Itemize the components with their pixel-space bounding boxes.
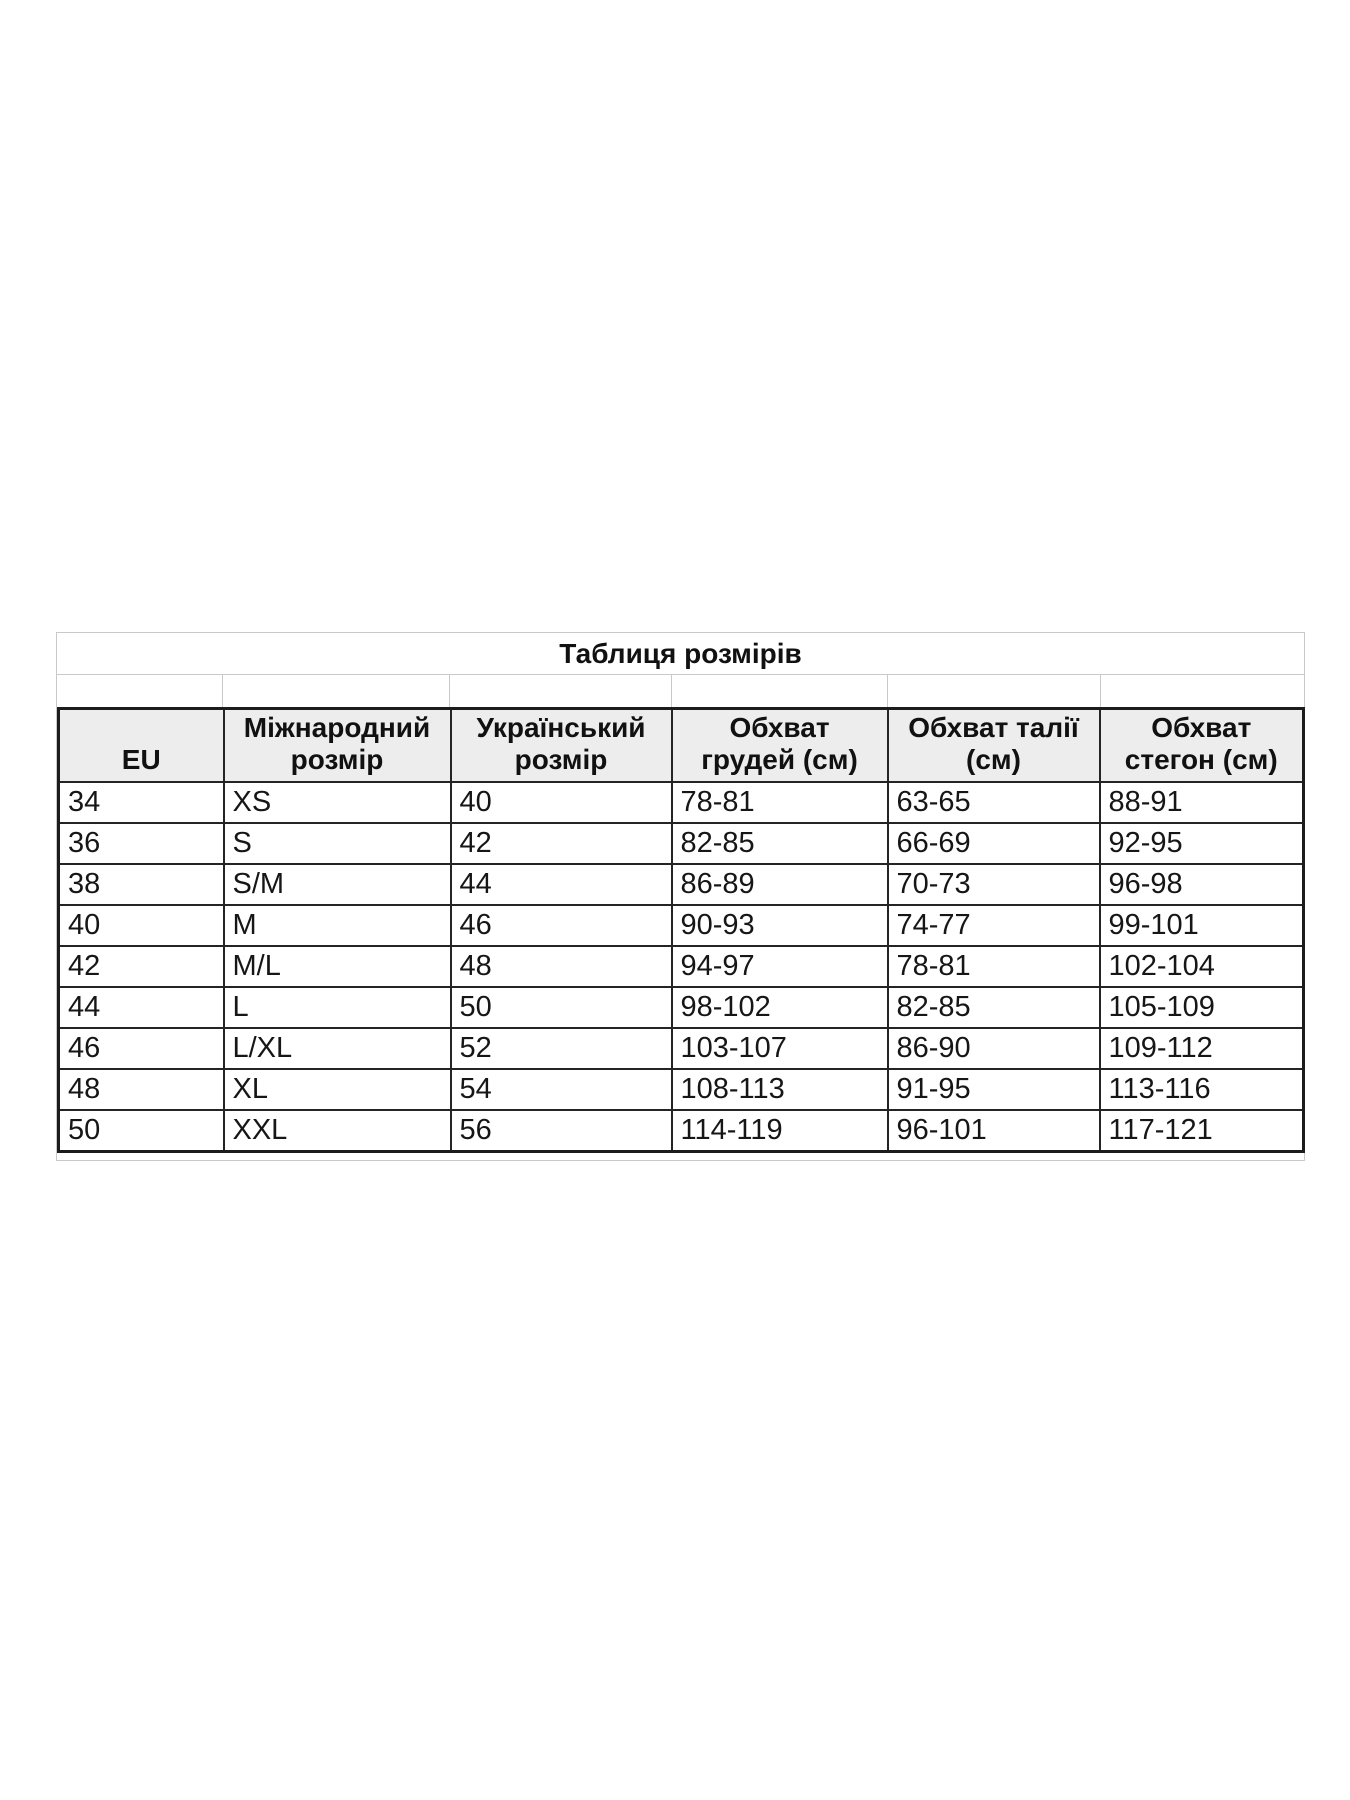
table-cell: 70-73 — [888, 864, 1100, 905]
table-cell: 40 — [59, 905, 224, 946]
size-chart — [56, 632, 1305, 1161]
table-cell: 108-113 — [672, 1069, 888, 1110]
table-cell: 34 — [59, 782, 224, 823]
table-cell: 44 — [451, 864, 672, 905]
table-cell: 36 — [59, 823, 224, 864]
table-cell: L — [224, 987, 451, 1028]
table-cell: 105-109 — [1100, 987, 1304, 1028]
table-row — [59, 864, 1304, 905]
table-cell: 44 — [59, 987, 224, 1028]
table-row — [59, 1110, 1304, 1152]
table-row — [59, 782, 1304, 823]
table-cell: L/XL — [224, 1028, 451, 1069]
table-cell: 50 — [451, 987, 672, 1028]
table-cell: 86-89 — [672, 864, 888, 905]
header-line: Обхват — [729, 712, 830, 743]
column-header-waist — [888, 709, 1100, 783]
table-cell: M — [224, 905, 451, 946]
table-cell: 98-102 — [672, 987, 888, 1028]
table-cell: 38 — [59, 864, 224, 905]
table-cell: 63-65 — [888, 782, 1100, 823]
table-row — [59, 946, 1304, 987]
header-line: грудей (см) — [701, 744, 858, 775]
table-cell: 96-98 — [1100, 864, 1304, 905]
header-line: (см) — [966, 744, 1021, 775]
spacer-row — [57, 675, 1304, 707]
header-line: Обхват — [1151, 712, 1252, 743]
header-line: стегон (см) — [1124, 744, 1278, 775]
header-line: розмір — [514, 744, 608, 775]
table-cell: 66-69 — [888, 823, 1100, 864]
table-cell: 78-81 — [672, 782, 888, 823]
table-cell: 90-93 — [672, 905, 888, 946]
header-row — [59, 709, 1304, 783]
column-header-hips — [1100, 709, 1304, 783]
table-cell: 94-97 — [672, 946, 888, 987]
table-cell: 86-90 — [888, 1028, 1100, 1069]
table-cell: 46 — [59, 1028, 224, 1069]
table-cell: 78-81 — [888, 946, 1100, 987]
table-cell: 114-119 — [672, 1110, 888, 1152]
header-line: Обхват талії — [908, 712, 1079, 743]
table-cell: XS — [224, 782, 451, 823]
table-cell: 91-95 — [888, 1069, 1100, 1110]
table-row — [59, 823, 1304, 864]
header-line: Український — [476, 712, 646, 743]
header-line: розмір — [290, 744, 384, 775]
table-cell: 52 — [451, 1028, 672, 1069]
table-row — [59, 1069, 1304, 1110]
table-row — [59, 987, 1304, 1028]
table-cell: 99-101 — [1100, 905, 1304, 946]
table-cell: 42 — [451, 823, 672, 864]
table-cell: 48 — [59, 1069, 224, 1110]
column-header-international-size — [224, 709, 451, 783]
table-cell: S/M — [224, 864, 451, 905]
table-cell: 103-107 — [672, 1028, 888, 1069]
table-title: Таблиця розмірів — [57, 633, 1304, 675]
table-cell: S — [224, 823, 451, 864]
table-cell: 56 — [451, 1110, 672, 1152]
spacer-cell — [57, 675, 223, 707]
table-cell: 82-85 — [888, 987, 1100, 1028]
spacer-cell — [450, 675, 671, 707]
spacer-cell — [888, 675, 1100, 707]
table-cell: 82-85 — [672, 823, 888, 864]
table-cell: 40 — [451, 782, 672, 823]
table-cell: XXL — [224, 1110, 451, 1152]
table-cell: 109-112 — [1100, 1028, 1304, 1069]
spacer-cell — [223, 675, 450, 707]
table-cell: 102-104 — [1100, 946, 1304, 987]
table-cell: 92-95 — [1100, 823, 1304, 864]
column-header-ukrainian-size — [451, 709, 672, 783]
table-cell: 113-116 — [1100, 1069, 1304, 1110]
table-row — [59, 1028, 1304, 1069]
column-header-chest — [672, 709, 888, 783]
table-cell: 88-91 — [1100, 782, 1304, 823]
table-cell: 46 — [451, 905, 672, 946]
spacer-cell — [672, 675, 888, 707]
table-cell: 54 — [451, 1069, 672, 1110]
column-header-eu — [59, 709, 224, 783]
header-line: EU — [121, 744, 161, 775]
table-cell: 117-121 — [1100, 1110, 1304, 1152]
table-cell: XL — [224, 1069, 451, 1110]
table-cell: 74-77 — [888, 905, 1100, 946]
table-cell: 50 — [59, 1110, 224, 1152]
header-line: Міжнародний — [243, 712, 431, 743]
size-table — [57, 707, 1305, 1153]
table-cell: 42 — [59, 946, 224, 987]
table-cell: 48 — [451, 946, 672, 987]
table-row — [59, 905, 1304, 946]
spacer-cell — [1101, 675, 1305, 707]
table-cell: 96-101 — [888, 1110, 1100, 1152]
table-cell: M/L — [224, 946, 451, 987]
